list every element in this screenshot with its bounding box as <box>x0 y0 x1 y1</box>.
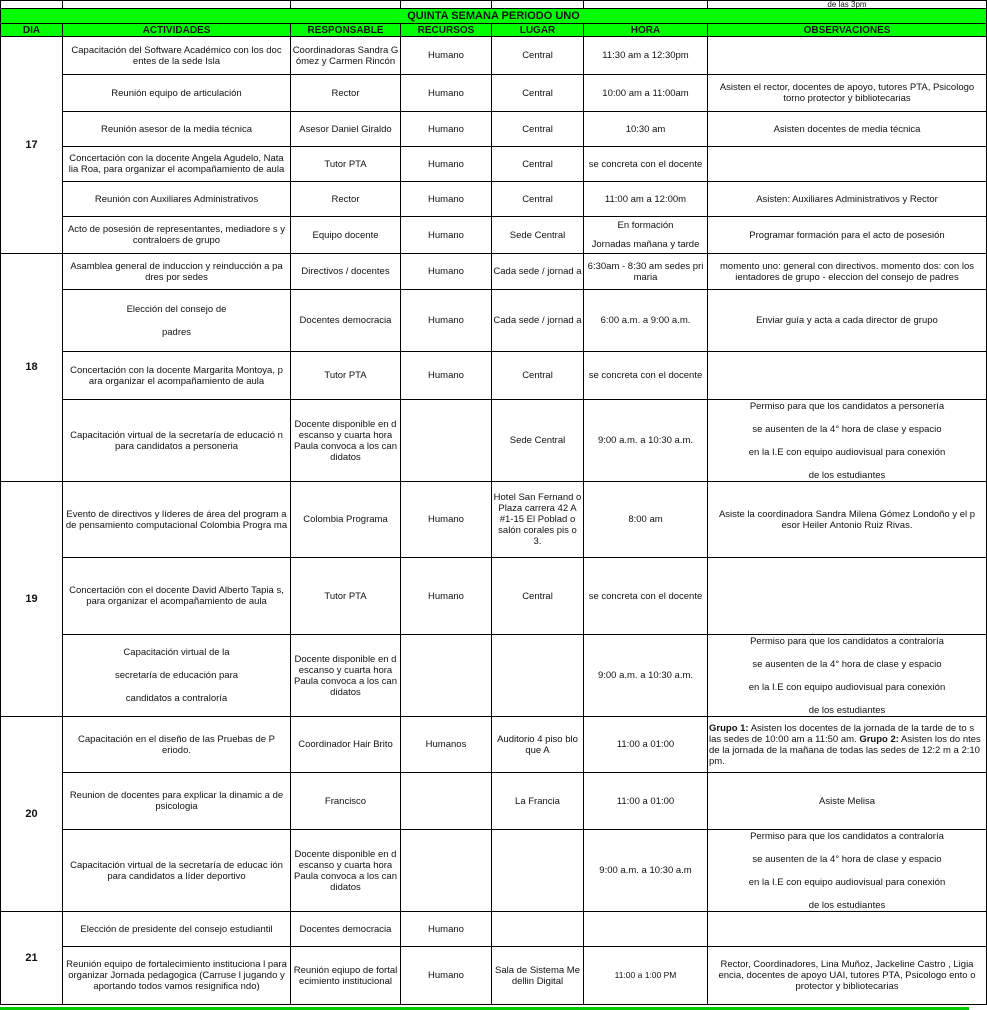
header-lugar: LUGAR <box>492 24 584 37</box>
place-cell: Central <box>492 558 584 635</box>
table-row <box>1 147 987 182</box>
table-row <box>1 482 987 558</box>
responsible-cell: Equipo docente <box>291 217 401 254</box>
table-row <box>1 352 987 400</box>
activity-cell: Concertación con el docente David Alberto Tapia s, para organizar el acompañamiento de aula <box>63 558 291 635</box>
table-row <box>1 254 987 290</box>
day-cell: 20 <box>1 717 63 912</box>
resources-cell <box>401 830 492 912</box>
observations-cell: Programar formación para el acto de posesión <box>708 217 987 254</box>
observations-cell: Asiste la coordinadora Sandra Milena Gómez Londoño y el p esor Heiler Antonio Ruiz Rivas. <box>708 482 987 558</box>
group-1-label: Grupo 1: <box>709 722 749 734</box>
time-cell: 11:00 a 01:00 <box>584 717 708 773</box>
observations-cell <box>708 558 987 635</box>
time-cell: 9:00 a.m. a 10:30 a.m <box>584 830 708 912</box>
place-cell: Central <box>492 352 584 400</box>
resources-cell: Humano <box>401 558 492 635</box>
activity-cell: Capacitación virtual de la secretaría de educació n para candidatos a personeria <box>63 400 291 482</box>
table-row <box>1 112 987 147</box>
table-row <box>1 830 987 912</box>
observations-cell <box>708 830 987 912</box>
observations-cell <box>708 400 987 482</box>
activity-cell <box>63 635 291 717</box>
resources-cell: Humano <box>401 912 492 947</box>
time-cell: 11:00 a 01:00 <box>584 773 708 830</box>
place-cell: Hotel San Fernand o Plaza carrera 42 A #1-15 El Poblad o salón corales pis o 3. <box>492 482 584 558</box>
time-cell: 11:00 am a 12:00m <box>584 182 708 217</box>
group-2-text: Asisten los do ntes de la jornada de la mañana de todas las sedes de 12:2 m a 2:10 pm. <box>709 733 981 767</box>
responsible-cell: Docentes democracia <box>291 290 401 352</box>
place-cell: Cada sede / jornad a <box>492 290 584 352</box>
time-cell: 9:00 a.m. a 10:30 a.m. <box>584 400 708 482</box>
time-cell <box>584 912 708 947</box>
observation-line: se ausenten de la 4° hora de clase y espacio <box>752 853 942 865</box>
responsible-cell: Docente disponible en d escanso y cuarta hora Paula convoca a los can didatos <box>291 400 401 482</box>
activity-cell: Concertación con la docente Angela Agudelo, Nata lia Roa, para organizar el acompañamiento de aula <box>63 147 291 182</box>
activity-line: Capacitación virtual de la <box>123 647 230 658</box>
responsible-cell: Coordinadoras Sandra G ómez y Carmen Rincón <box>291 37 401 75</box>
observations-cell: Asisten: Auxiliares Administrativos y Rector <box>708 182 987 217</box>
top-fragment-text: de las 3pm <box>708 1 987 9</box>
observation-line: en la I.E con equipo audiovisual para conexión <box>748 681 946 693</box>
responsible-cell: Rector <box>291 75 401 112</box>
activity-cell: Capacitación del Software Académico con los doc entes de la sede Isla <box>63 37 291 75</box>
resources-cell <box>401 400 492 482</box>
header-observaciones: OBSERVACIONES <box>708 24 987 37</box>
time-cell: 6:30am - 8:30 am sedes pri maria <box>584 254 708 290</box>
activity-cell: Concertación con la docente Margarita Montoya, p ara organizar el acompañamiento de aula <box>63 352 291 400</box>
header-actividades: ACTIVIDADES <box>63 24 291 37</box>
resources-cell: Humano <box>401 147 492 182</box>
responsible-cell: Coordinador Hair Brito <box>291 717 401 773</box>
place-cell <box>492 830 584 912</box>
resources-cell: Humano <box>401 182 492 217</box>
observations-cell <box>708 37 987 75</box>
time-cell: 9:00 a.m. a 10:30 a.m. <box>584 635 708 717</box>
place-cell: Central <box>492 37 584 75</box>
responsible-cell: Tutor PTA <box>291 352 401 400</box>
observations-cell <box>708 635 987 717</box>
time-cell: 10:00 am a 11:00am <box>584 75 708 112</box>
observation-line: de los estudiantes <box>808 899 886 911</box>
header-hora: HORA <box>584 24 708 37</box>
responsible-cell: Francisco <box>291 773 401 830</box>
observations-cell <box>708 912 987 947</box>
place-cell: Auditorio 4 piso blo que A <box>492 717 584 773</box>
table-row <box>1 182 987 217</box>
table-row <box>1 912 987 947</box>
observation-line: Permiso para que los candidatos a contraloría <box>750 830 944 842</box>
activity-cell: Reunión equipo de articulación <box>63 75 291 112</box>
responsible-cell: Colombia Programa <box>291 482 401 558</box>
observations-cell: Rector, Coordinadores, Lina Muñoz, Jackeline Castro , Ligia encia, docentes de apoyo UAI, tutores PTA, Psicologo ento o protector y bibliotecarias <box>708 947 987 1005</box>
header-responsable: RESPONSABLE <box>291 24 401 37</box>
place-cell: Central <box>492 182 584 217</box>
responsible-cell: Rector <box>291 182 401 217</box>
place-cell: Central <box>492 112 584 147</box>
observations-cell: Asisten el rector, docentes de apoyo, tutores PTA, Psicologo torno protector y bibliotecarias <box>708 75 987 112</box>
table-row <box>1 290 987 352</box>
header-row <box>1 24 987 37</box>
place-cell: La Francia <box>492 773 584 830</box>
activity-cell: Asamblea general de induccion y reinducción a pa dres por sedes <box>63 254 291 290</box>
resources-cell: Humano <box>401 254 492 290</box>
place-cell <box>492 912 584 947</box>
observations-cell <box>708 147 987 182</box>
place-cell: Central <box>492 75 584 112</box>
place-cell: Sede Central <box>492 400 584 482</box>
resources-cell: Humanos <box>401 717 492 773</box>
time-cell: 11:00 a 1:00 PM <box>584 947 708 1005</box>
responsible-cell: Asesor Daniel Giraldo <box>291 112 401 147</box>
resources-cell <box>401 773 492 830</box>
header-dia: DIA <box>1 24 63 37</box>
group-2-label: Grupo 2: <box>859 733 899 745</box>
observations-cell <box>708 717 987 773</box>
resources-cell: Humano <box>401 290 492 352</box>
responsible-cell: Tutor PTA <box>291 558 401 635</box>
day-cell: 18 <box>1 254 63 482</box>
table-row <box>1 75 987 112</box>
observations-cell: momento uno: general con directivos. momento dos: con los ientadores de grupo - eleccion del consejo de padres <box>708 254 987 290</box>
resources-cell: Humano <box>401 352 492 400</box>
activity-cell: Acto de posesión de representantes, mediadore s y contraloers de grupo <box>63 217 291 254</box>
day-cell: 19 <box>1 482 63 717</box>
previous-row-fragment <box>1 1 987 9</box>
place-cell <box>492 635 584 717</box>
observation-line: se ausenten de la 4° hora de clase y espacio <box>752 423 942 435</box>
resources-cell: Humano <box>401 112 492 147</box>
observations-cell: Asiste Melisa <box>708 773 987 830</box>
place-cell: Sede Central <box>492 217 584 254</box>
time-cell: 6:00 a.m. a 9:00 a.m. <box>584 290 708 352</box>
responsible-cell: Reunión eqiupo de fortal ecimiento institucional <box>291 947 401 1005</box>
activity-line: Elección del consejo de <box>126 303 227 315</box>
activity-cell: Elección de presidente del consejo estudiantil <box>63 912 291 947</box>
activity-cell: Evento de directivos y líderes de área del program a de pensamiento computacional Colombia Progra ma <box>63 482 291 558</box>
activity-cell: Reunión con Auxiliares Administrativos <box>63 182 291 217</box>
header-recursos: RECURSOS <box>401 24 492 37</box>
time-line: En formación <box>617 220 674 231</box>
resources-cell <box>401 635 492 717</box>
resources-cell: Humano <box>401 75 492 112</box>
table-row <box>1 37 987 75</box>
responsible-cell: Docentes democracia <box>291 912 401 947</box>
responsible-cell: Docente disponible en d escanso y cuarta hora Paula convoca a los can didatos <box>291 830 401 912</box>
observations-cell: Asisten docentes de media técnica <box>708 112 987 147</box>
observations-cell: Enviar guía y acta a cada director de grupo <box>708 290 987 352</box>
time-cell: se concreta con el docente <box>584 352 708 400</box>
resources-cell: Humano <box>401 37 492 75</box>
time-cell <box>584 217 708 254</box>
activity-cell: Reunión equipo de fortalecimiento instituciona l para organizar Jornada pedagogica (Carruse l jugando y aportando todos vamos resignifica ndo) <box>63 947 291 1005</box>
resources-cell: Humano <box>401 947 492 1005</box>
place-cell: Central <box>492 147 584 182</box>
day-cell: 17 <box>1 37 63 254</box>
observation-line: de los estudiantes <box>808 704 886 716</box>
observations-cell <box>708 352 987 400</box>
place-cell: Sala de Sistema Me dellin Digital <box>492 947 584 1005</box>
activity-line: candidatos a contraloría <box>125 693 228 704</box>
activity-cell: Capacitación virtual de la secretaría de educac ión para candidatos a líder deportivo <box>63 830 291 912</box>
group-1-text: Asisten los docentes de la jornada de la tarde de to s las sedes de 10:00 am a 11:50 am. <box>709 722 975 745</box>
table-row <box>1 217 987 254</box>
time-cell: 11:30 am a 12:30pm <box>584 37 708 75</box>
observation-line: se ausenten de la 4° hora de clase y espacio <box>752 658 942 670</box>
time-cell: 8:00 am <box>584 482 708 558</box>
responsible-cell: Tutor PTA <box>291 147 401 182</box>
observation-line: Permiso para que los candidatos a personería <box>749 400 945 412</box>
day-cell: 21 <box>1 912 63 1005</box>
week-title: QUINTA SEMANA PERIODO UNO <box>1 9 987 24</box>
table-row <box>1 773 987 830</box>
activity-cell: Reunión asesor de la media técnica <box>63 112 291 147</box>
resources-cell: Humano <box>401 217 492 254</box>
responsible-cell: Docente disponible en d escanso y cuarta hora Paula convoca a los can didatos <box>291 635 401 717</box>
table-row <box>1 717 987 773</box>
time-cell: se concreta con el docente <box>584 147 708 182</box>
activity-line: padres <box>161 326 192 338</box>
table-row <box>1 947 987 1005</box>
observation-line: Permiso para que los candidatos a contraloría <box>750 635 944 647</box>
table-row <box>1 558 987 635</box>
activity-cell: Capacitación en el diseño de las Pruebas de P eriodo. <box>63 717 291 773</box>
observation-line: en la I.E con equipo audiovisual para conexión <box>748 446 946 458</box>
time-line: Jornadas mañana y tarde <box>591 239 700 250</box>
activity-cell: Reunion de docentes para explicar la dinamic a de psicologia <box>63 773 291 830</box>
time-cell: 10:30 am <box>584 112 708 147</box>
activity-cell <box>63 290 291 352</box>
activity-line: secretaría de educación para <box>114 670 239 681</box>
table-row <box>1 400 987 482</box>
time-cell: se concreta con el docente <box>584 558 708 635</box>
resources-cell: Humano <box>401 482 492 558</box>
table-row <box>1 635 987 717</box>
responsible-cell: Directivos / docentes <box>291 254 401 290</box>
place-cell: Cada sede / jornad a <box>492 254 584 290</box>
observation-line: en la I.E con equipo audiovisual para conexión <box>748 876 946 888</box>
observation-line: de los estudiantes <box>808 469 886 481</box>
